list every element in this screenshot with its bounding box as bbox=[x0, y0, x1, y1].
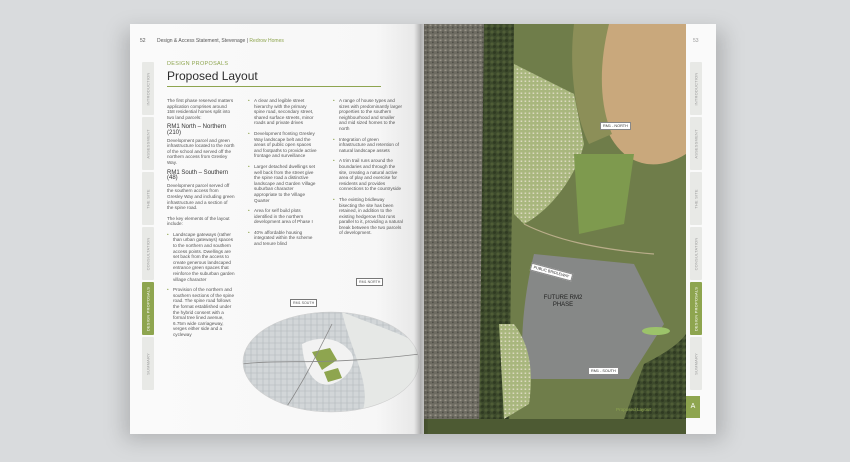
tab-label: CONSULTATION bbox=[693, 237, 699, 270]
tab-label: INTRODUCTION bbox=[693, 71, 699, 106]
tab-summary[interactable] bbox=[690, 337, 702, 390]
book-gutter bbox=[414, 24, 428, 434]
text-column-3 bbox=[333, 98, 403, 241]
page-title: Proposed Layout bbox=[167, 69, 258, 83]
tab-introduction[interactable] bbox=[690, 62, 702, 115]
list-item: • Landscape gateways (rather than urban gateways) spaces to the northern and southern access points. Dwellings are set back from the access to create generous landscaped entrance green spaces that reinforce the suburban garden village character bbox=[167, 232, 235, 282]
aerial-map-graphic bbox=[424, 24, 686, 434]
rm1-north-text: Development parcel and green infrastructure located to the north of the school and served off the northern access from Gresley Way. bbox=[167, 137, 235, 165]
tab-introduction[interactable] bbox=[142, 62, 154, 115]
future-phase-line-2: PHASE bbox=[552, 302, 574, 308]
tab-label: CONSULTATION bbox=[145, 237, 151, 270]
brand-name: Redrow Homes bbox=[249, 38, 284, 44]
list-item: • A trim trail runs around the boundaries and through the site, creating a natural active area of play and exercise for residents and provides connections to the countryside bbox=[333, 158, 403, 192]
map-label-rm1-south: RM1 - SOUTH bbox=[588, 367, 619, 375]
section-label: DESIGN PROPOSALS bbox=[167, 61, 229, 67]
intro-paragraph: The first phase reserved matters application comprises around 158 residential homes split into two land parcels: bbox=[167, 98, 234, 120]
list-item: • 40% affordable housing integrated within the scheme and tenure blind bbox=[248, 230, 318, 247]
key-elements-list bbox=[167, 232, 235, 338]
tab-label: ASSESSMENT bbox=[145, 128, 151, 159]
key-elements-list-3 bbox=[333, 98, 403, 236]
brand-logo-icon: A bbox=[686, 396, 700, 418]
tab-label: SUMMARY bbox=[145, 352, 151, 375]
text-column-2 bbox=[248, 98, 318, 252]
tab-the-site[interactable] bbox=[142, 172, 154, 225]
map-label-rm1-north: RM1 - NORTH bbox=[600, 122, 631, 130]
rm1-north-heading: RM1 North – Northern (210) bbox=[167, 124, 227, 136]
list-item: • Area for self build plots identified in the northern development area of Phase I bbox=[248, 208, 318, 225]
future-phase-line-1: FUTURE RM2 bbox=[543, 295, 583, 301]
document-title: Design & Access Statement, Stevenage | bbox=[156, 38, 249, 44]
page-number-right: 53 bbox=[693, 38, 699, 44]
title-divider bbox=[167, 86, 381, 87]
callout-rm1-north: RM1 NORTH bbox=[356, 278, 383, 286]
map-label-future-phase bbox=[538, 295, 588, 309]
list-item: • A clear and legible street hierarchy with the primary spine road, secondary street, shared surface streets, minor roads and private drives bbox=[248, 98, 318, 126]
aerial-site-plan bbox=[424, 24, 686, 434]
list-item: • Development fronting Gresley Way landscape belt and the areas of public open spaces and footpaths to provide active frontage and surveillance bbox=[248, 131, 318, 159]
tab-label: INTRODUCTION bbox=[145, 71, 151, 106]
tab-label: DESIGN PROPOSALS bbox=[693, 286, 699, 331]
brochure-spread bbox=[130, 24, 716, 434]
tab-label: ASSESSMENT bbox=[693, 128, 699, 159]
tab-label: DESIGN PROPOSALS bbox=[145, 286, 151, 331]
list-item: • Provision of the northern and southern sections of the spine road. The spine road follows the format established under the hybrid consent with a formal tree lined avenue, 6.75m wide carriageway, verges either side and a cycleway bbox=[167, 287, 235, 337]
map-label-bridleway: PUBLIC BRIDLEWAY bbox=[530, 263, 573, 282]
tab-assessment[interactable] bbox=[142, 117, 154, 170]
tab-label: THE SITE bbox=[693, 188, 699, 209]
page-number-left: 52 bbox=[140, 38, 146, 44]
tab-summary[interactable] bbox=[142, 337, 154, 390]
page-header bbox=[140, 38, 284, 44]
left-section-tabs bbox=[142, 62, 154, 392]
list-item: • Integration of green infrastructure and retention of natural landscape assets bbox=[333, 137, 403, 154]
key-elements-intro: The key elements of the layout include: bbox=[167, 215, 230, 227]
location-map bbox=[242, 304, 420, 414]
rm1-south-heading: RM1 South – Southern (48) bbox=[167, 169, 229, 182]
text-column-1 bbox=[167, 98, 235, 343]
list-item: • Larger detached dwellings set well back from the street give the spine road a distinctive landscape and Garden Village suburban character appropriate to the Village Quarter bbox=[248, 164, 318, 203]
footer-label: Proposed Layout bbox=[616, 407, 651, 412]
tab-assessment[interactable] bbox=[690, 117, 702, 170]
tab-design-proposals[interactable] bbox=[142, 282, 154, 335]
key-elements-list-2 bbox=[248, 98, 318, 247]
callout-rm1-south: RM1 SOUTH bbox=[290, 299, 317, 307]
tab-consultation[interactable] bbox=[142, 227, 154, 280]
list-item: • The existing bridleway bisecting the site has been retained, in addition to the existing hedgerow that runs parallel to it, providing a natural break between the two parcels of development. bbox=[333, 197, 403, 236]
rm1-south-text: Development parcel served off the southern access from Gresley Way and including green infrastructure and a section of the spine road. bbox=[167, 182, 235, 211]
tab-design-proposals[interactable] bbox=[690, 282, 702, 335]
tab-label: SUMMARY bbox=[693, 352, 699, 375]
left-page bbox=[130, 24, 420, 434]
right-section-tabs bbox=[690, 62, 702, 392]
tab-consultation[interactable] bbox=[690, 227, 702, 280]
tab-the-site[interactable] bbox=[690, 172, 702, 225]
list-item: • A range of house types and sizes with predominantly larger properties to the southern neighbourhood and smaller and mid sized homes to the north bbox=[333, 98, 403, 132]
tab-label: THE SITE bbox=[145, 188, 151, 209]
